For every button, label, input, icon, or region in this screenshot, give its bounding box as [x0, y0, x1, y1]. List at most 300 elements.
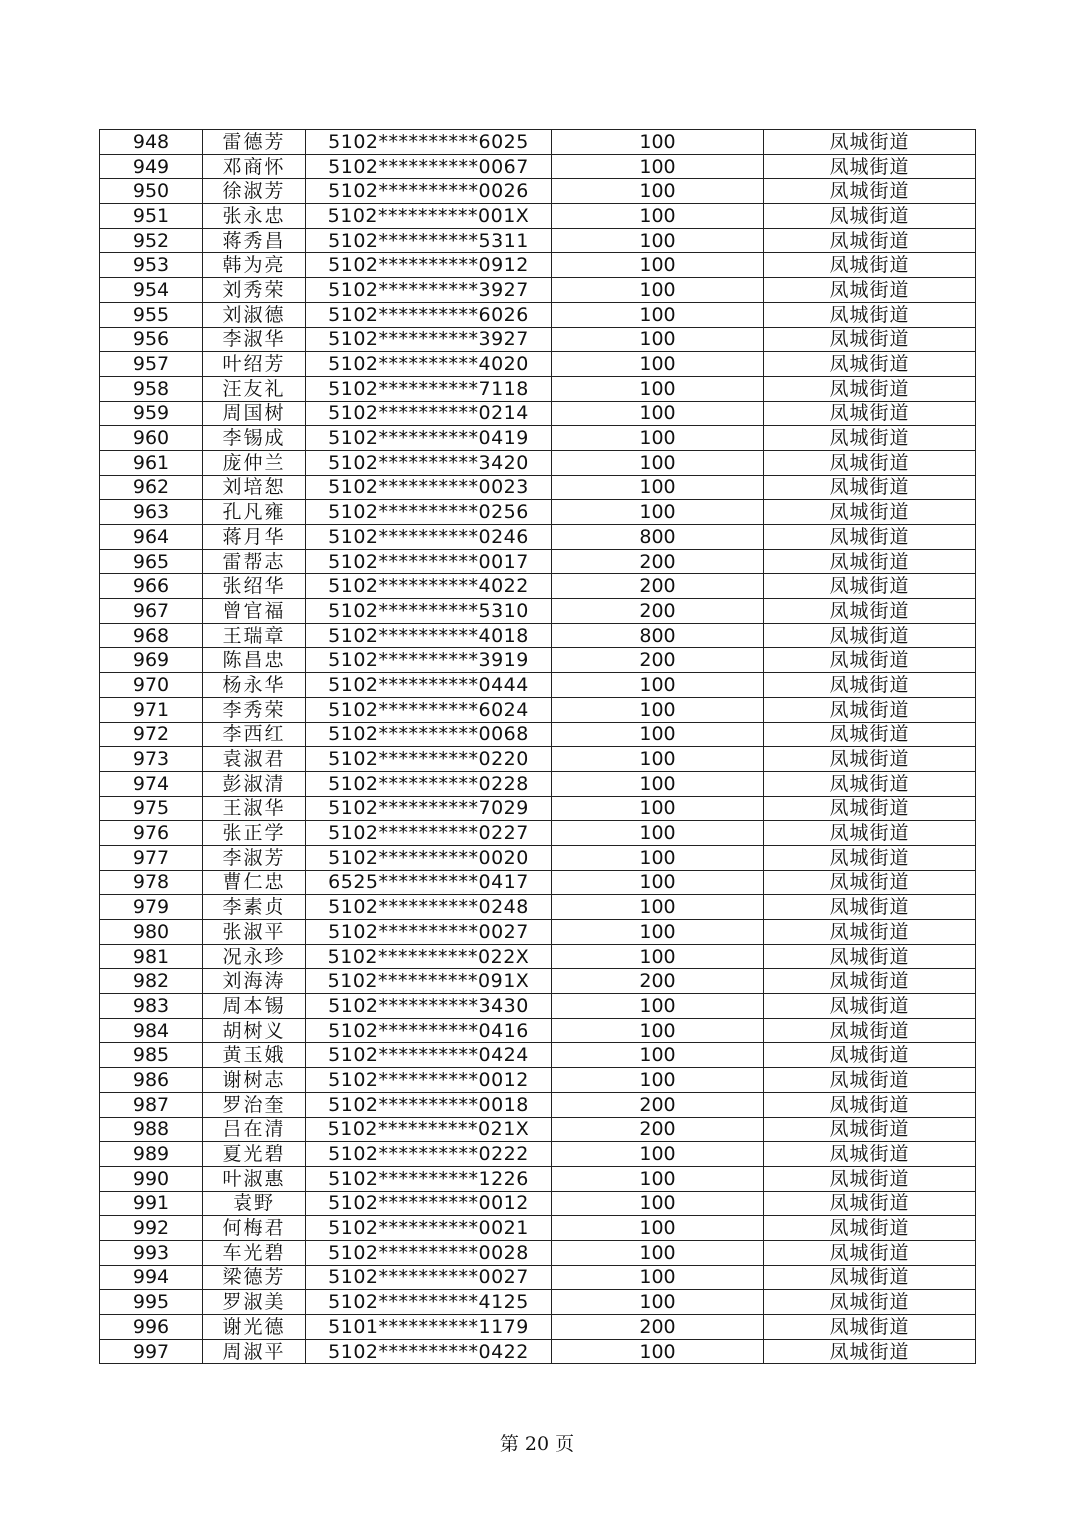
row-number-cell: 960 — [100, 426, 203, 451]
row-number-cell: 958 — [100, 376, 203, 401]
amount-cell: 100 — [552, 253, 764, 278]
amount-cell: 200 — [552, 574, 764, 599]
table-row — [100, 204, 976, 229]
id-number-cell: 5102**********3420 — [306, 450, 552, 475]
id-number-cell: 5102**********6026 — [306, 302, 552, 327]
table-row — [100, 253, 976, 278]
table-row — [100, 599, 976, 624]
name-cell: 王瑞章 — [203, 623, 306, 648]
id-number-cell: 5102**********0012 — [306, 1191, 552, 1216]
street-cell: 凤城街道 — [764, 401, 976, 426]
row-number-cell: 956 — [100, 327, 203, 352]
table-row — [100, 821, 976, 846]
id-number-cell: 5102**********1226 — [306, 1166, 552, 1191]
street-cell: 凤城街道 — [764, 1018, 976, 1043]
id-number-cell: 5102**********0422 — [306, 1339, 552, 1364]
table-row — [100, 549, 976, 574]
name-cell: 刘海涛 — [203, 969, 306, 994]
name-cell: 况永珍 — [203, 944, 306, 969]
name-cell: 谢光德 — [203, 1315, 306, 1340]
amount-cell: 100 — [552, 450, 764, 475]
row-number-cell: 954 — [100, 278, 203, 303]
street-cell: 凤城街道 — [764, 1117, 976, 1142]
street-cell: 凤城街道 — [764, 1142, 976, 1167]
row-number-cell: 975 — [100, 796, 203, 821]
id-number-cell: 5102**********3927 — [306, 278, 552, 303]
street-cell: 凤城街道 — [764, 845, 976, 870]
street-cell: 凤城街道 — [764, 673, 976, 698]
amount-cell: 100 — [552, 426, 764, 451]
table-row — [100, 500, 976, 525]
street-cell: 凤城街道 — [764, 969, 976, 994]
amount-cell: 100 — [552, 722, 764, 747]
row-number-cell: 969 — [100, 648, 203, 673]
table-row — [100, 994, 976, 1019]
id-number-cell: 5102**********0068 — [306, 722, 552, 747]
id-number-cell: 5102**********6024 — [306, 697, 552, 722]
id-number-cell: 6525**********0417 — [306, 870, 552, 895]
row-number-cell: 948 — [100, 130, 203, 155]
id-number-cell: 5102**********0424 — [306, 1043, 552, 1068]
name-cell: 蒋月华 — [203, 525, 306, 550]
amount-cell: 200 — [552, 549, 764, 574]
name-cell: 刘秀荣 — [203, 278, 306, 303]
table-row — [100, 376, 976, 401]
name-cell: 叶淑惠 — [203, 1166, 306, 1191]
id-number-cell: 5102**********3430 — [306, 994, 552, 1019]
id-number-cell: 5102**********4125 — [306, 1290, 552, 1315]
id-number-cell: 5102**********0214 — [306, 401, 552, 426]
amount-cell: 100 — [552, 1166, 764, 1191]
amount-cell: 100 — [552, 920, 764, 945]
row-number-cell: 993 — [100, 1240, 203, 1265]
name-cell: 孔凡雍 — [203, 500, 306, 525]
name-cell: 罗淑美 — [203, 1290, 306, 1315]
street-cell: 凤城街道 — [764, 574, 976, 599]
street-cell: 凤城街道 — [764, 327, 976, 352]
table-row — [100, 450, 976, 475]
amount-cell: 100 — [552, 1265, 764, 1290]
name-cell: 张淑平 — [203, 920, 306, 945]
amount-cell: 100 — [552, 130, 764, 155]
id-number-cell: 5102**********0012 — [306, 1068, 552, 1093]
row-number-cell: 966 — [100, 574, 203, 599]
id-number-cell: 5102**********3919 — [306, 648, 552, 673]
row-number-cell: 997 — [100, 1339, 203, 1364]
id-number-cell: 5102**********0020 — [306, 845, 552, 870]
id-number-cell: 5102**********3927 — [306, 327, 552, 352]
table-row — [100, 845, 976, 870]
id-number-cell: 5102**********0419 — [306, 426, 552, 451]
id-number-cell: 5102**********0027 — [306, 1265, 552, 1290]
row-number-cell: 992 — [100, 1216, 203, 1241]
street-cell: 凤城街道 — [764, 204, 976, 229]
name-cell: 谢树志 — [203, 1068, 306, 1093]
id-number-cell: 5102**********0256 — [306, 500, 552, 525]
street-cell: 凤城街道 — [764, 278, 976, 303]
street-cell: 凤城街道 — [764, 994, 976, 1019]
row-number-cell: 950 — [100, 179, 203, 204]
name-cell: 罗治奎 — [203, 1092, 306, 1117]
id-number-cell: 5102**********4020 — [306, 352, 552, 377]
row-number-cell: 959 — [100, 401, 203, 426]
table-row — [100, 1216, 976, 1241]
table-row — [100, 1240, 976, 1265]
amount-cell: 100 — [552, 1043, 764, 1068]
id-number-cell: 5102**********0248 — [306, 895, 552, 920]
id-number-cell: 5102**********0228 — [306, 771, 552, 796]
amount-cell: 100 — [552, 1018, 764, 1043]
name-cell: 杨永华 — [203, 673, 306, 698]
table-row — [100, 870, 976, 895]
name-cell: 韩为亮 — [203, 253, 306, 278]
id-number-cell: 5102**********5310 — [306, 599, 552, 624]
table-row — [100, 154, 976, 179]
street-cell: 凤城街道 — [764, 228, 976, 253]
amount-cell: 100 — [552, 895, 764, 920]
table-row — [100, 1191, 976, 1216]
street-cell: 凤城街道 — [764, 821, 976, 846]
row-number-cell: 972 — [100, 722, 203, 747]
roster-table — [99, 129, 976, 1364]
name-cell: 周淑平 — [203, 1339, 306, 1364]
table-row — [100, 352, 976, 377]
row-number-cell: 979 — [100, 895, 203, 920]
amount-cell: 100 — [552, 401, 764, 426]
name-cell: 庞仲兰 — [203, 450, 306, 475]
name-cell: 袁淑君 — [203, 747, 306, 772]
id-number-cell: 5102**********7118 — [306, 376, 552, 401]
table-row — [100, 1068, 976, 1093]
street-cell: 凤城街道 — [764, 722, 976, 747]
name-cell: 夏光碧 — [203, 1142, 306, 1167]
amount-cell: 100 — [552, 475, 764, 500]
amount-cell: 200 — [552, 1092, 764, 1117]
row-number-cell: 963 — [100, 500, 203, 525]
name-cell: 曹仁忠 — [203, 870, 306, 895]
street-cell: 凤城街道 — [764, 1290, 976, 1315]
amount-cell: 100 — [552, 845, 764, 870]
street-cell: 凤城街道 — [764, 302, 976, 327]
page-number: 第 20 页 — [499, 1433, 575, 1455]
table-row — [100, 1290, 976, 1315]
row-number-cell: 973 — [100, 747, 203, 772]
row-number-cell: 981 — [100, 944, 203, 969]
name-cell: 梁德芳 — [203, 1265, 306, 1290]
row-number-cell: 970 — [100, 673, 203, 698]
table-row — [100, 401, 976, 426]
table-row — [100, 1043, 976, 1068]
table-row — [100, 895, 976, 920]
amount-cell: 100 — [552, 376, 764, 401]
name-cell: 吕在清 — [203, 1117, 306, 1142]
amount-cell: 100 — [552, 944, 764, 969]
amount-cell: 100 — [552, 771, 764, 796]
table-row — [100, 1339, 976, 1364]
street-cell: 凤城街道 — [764, 130, 976, 155]
amount-cell: 100 — [552, 1216, 764, 1241]
street-cell: 凤城街道 — [764, 1166, 976, 1191]
id-number-cell: 5102**********001X — [306, 204, 552, 229]
row-number-cell: 991 — [100, 1191, 203, 1216]
amount-cell: 100 — [552, 204, 764, 229]
row-number-cell: 965 — [100, 549, 203, 574]
name-cell: 车光碧 — [203, 1240, 306, 1265]
table-row — [100, 969, 976, 994]
street-cell: 凤城街道 — [764, 1068, 976, 1093]
name-cell: 雷帮志 — [203, 549, 306, 574]
name-cell: 王淑华 — [203, 796, 306, 821]
row-number-cell: 964 — [100, 525, 203, 550]
id-number-cell: 5102**********091X — [306, 969, 552, 994]
street-cell: 凤城街道 — [764, 1092, 976, 1117]
street-cell: 凤城街道 — [764, 475, 976, 500]
row-number-cell: 971 — [100, 697, 203, 722]
street-cell: 凤城街道 — [764, 1315, 976, 1340]
amount-cell: 100 — [552, 1290, 764, 1315]
row-number-cell: 951 — [100, 204, 203, 229]
id-number-cell: 5102**********0067 — [306, 154, 552, 179]
street-cell: 凤城街道 — [764, 697, 976, 722]
amount-cell: 100 — [552, 1191, 764, 1216]
id-number-cell: 5102**********0912 — [306, 253, 552, 278]
table-row — [100, 722, 976, 747]
street-cell: 凤城街道 — [764, 179, 976, 204]
row-number-cell: 984 — [100, 1018, 203, 1043]
street-cell: 凤城街道 — [764, 1240, 976, 1265]
table-row — [100, 623, 976, 648]
amount-cell: 800 — [552, 623, 764, 648]
table-row — [100, 426, 976, 451]
id-number-cell: 5102**********0246 — [306, 525, 552, 550]
id-number-cell: 5102**********0444 — [306, 673, 552, 698]
table-row — [100, 697, 976, 722]
name-cell: 蒋秀昌 — [203, 228, 306, 253]
table-row — [100, 302, 976, 327]
amount-cell: 100 — [552, 302, 764, 327]
name-cell: 李西红 — [203, 722, 306, 747]
table-row — [100, 1315, 976, 1340]
table-row — [100, 278, 976, 303]
table-row — [100, 228, 976, 253]
name-cell: 袁野 — [203, 1191, 306, 1216]
id-number-cell: 5101**********1179 — [306, 1315, 552, 1340]
name-cell: 李淑芳 — [203, 845, 306, 870]
name-cell: 叶绍芳 — [203, 352, 306, 377]
street-cell: 凤城街道 — [764, 944, 976, 969]
row-number-cell: 977 — [100, 845, 203, 870]
name-cell: 陈昌忠 — [203, 648, 306, 673]
street-cell: 凤城街道 — [764, 796, 976, 821]
amount-cell: 200 — [552, 599, 764, 624]
row-number-cell: 980 — [100, 920, 203, 945]
row-number-cell: 952 — [100, 228, 203, 253]
amount-cell: 100 — [552, 697, 764, 722]
table-row — [100, 327, 976, 352]
name-cell: 徐淑芳 — [203, 179, 306, 204]
table-row — [100, 1166, 976, 1191]
table-row — [100, 944, 976, 969]
name-cell: 张绍华 — [203, 574, 306, 599]
row-number-cell: 994 — [100, 1265, 203, 1290]
table-row — [100, 130, 976, 155]
street-cell: 凤城街道 — [764, 426, 976, 451]
row-number-cell: 961 — [100, 450, 203, 475]
name-cell: 张正学 — [203, 821, 306, 846]
row-number-cell: 986 — [100, 1068, 203, 1093]
amount-cell: 200 — [552, 969, 764, 994]
row-number-cell: 990 — [100, 1166, 203, 1191]
name-cell: 雷德芳 — [203, 130, 306, 155]
row-number-cell: 978 — [100, 870, 203, 895]
table-row — [100, 920, 976, 945]
roster-table-body — [100, 130, 976, 1364]
id-number-cell: 5102**********4018 — [306, 623, 552, 648]
id-number-cell: 5102**********0416 — [306, 1018, 552, 1043]
row-number-cell: 962 — [100, 475, 203, 500]
street-cell: 凤城街道 — [764, 376, 976, 401]
id-number-cell: 5102**********0227 — [306, 821, 552, 846]
name-cell: 曾官福 — [203, 599, 306, 624]
amount-cell: 200 — [552, 648, 764, 673]
street-cell: 凤城街道 — [764, 253, 976, 278]
id-number-cell: 5102**********6025 — [306, 130, 552, 155]
table-row — [100, 673, 976, 698]
street-cell: 凤城街道 — [764, 450, 976, 475]
row-number-cell: 995 — [100, 1290, 203, 1315]
name-cell: 李素贞 — [203, 895, 306, 920]
id-number-cell: 5102**********022X — [306, 944, 552, 969]
street-cell: 凤城街道 — [764, 1339, 976, 1364]
street-cell: 凤城街道 — [764, 1191, 976, 1216]
id-number-cell: 5102**********4022 — [306, 574, 552, 599]
id-number-cell: 5102**********7029 — [306, 796, 552, 821]
table-row — [100, 1265, 976, 1290]
table-row — [100, 475, 976, 500]
amount-cell: 200 — [552, 1315, 764, 1340]
name-cell: 邓商怀 — [203, 154, 306, 179]
amount-cell: 100 — [552, 154, 764, 179]
amount-cell: 100 — [552, 870, 764, 895]
row-number-cell: 974 — [100, 771, 203, 796]
street-cell: 凤城街道 — [764, 1265, 976, 1290]
id-number-cell: 5102**********0026 — [306, 179, 552, 204]
street-cell: 凤城街道 — [764, 895, 976, 920]
amount-cell: 100 — [552, 278, 764, 303]
row-number-cell: 987 — [100, 1092, 203, 1117]
id-number-cell: 5102**********0222 — [306, 1142, 552, 1167]
street-cell: 凤城街道 — [764, 747, 976, 772]
row-number-cell: 989 — [100, 1142, 203, 1167]
street-cell: 凤城街道 — [764, 771, 976, 796]
name-cell: 胡树义 — [203, 1018, 306, 1043]
id-number-cell: 5102**********0017 — [306, 549, 552, 574]
name-cell: 李锡成 — [203, 426, 306, 451]
row-number-cell: 976 — [100, 821, 203, 846]
name-cell: 彭淑清 — [203, 771, 306, 796]
row-number-cell: 968 — [100, 623, 203, 648]
amount-cell: 100 — [552, 1339, 764, 1364]
name-cell: 周国树 — [203, 401, 306, 426]
street-cell: 凤城街道 — [764, 549, 976, 574]
street-cell: 凤城街道 — [764, 599, 976, 624]
row-number-cell: 957 — [100, 352, 203, 377]
amount-cell: 800 — [552, 525, 764, 550]
table-row — [100, 1018, 976, 1043]
id-number-cell: 5102**********0018 — [306, 1092, 552, 1117]
amount-cell: 100 — [552, 747, 764, 772]
amount-cell: 100 — [552, 1142, 764, 1167]
street-cell: 凤城街道 — [764, 500, 976, 525]
row-number-cell: 953 — [100, 253, 203, 278]
amount-cell: 100 — [552, 994, 764, 1019]
street-cell: 凤城街道 — [764, 1043, 976, 1068]
amount-cell: 100 — [552, 796, 764, 821]
row-number-cell: 967 — [100, 599, 203, 624]
id-number-cell: 5102**********0220 — [306, 747, 552, 772]
amount-cell: 100 — [552, 1240, 764, 1265]
amount-cell: 200 — [552, 1117, 764, 1142]
street-cell: 凤城街道 — [764, 623, 976, 648]
table-row — [100, 574, 976, 599]
table-row — [100, 1092, 976, 1117]
id-number-cell: 5102**********021X — [306, 1117, 552, 1142]
id-number-cell: 5102**********5311 — [306, 228, 552, 253]
row-number-cell: 983 — [100, 994, 203, 1019]
row-number-cell: 985 — [100, 1043, 203, 1068]
amount-cell: 100 — [552, 327, 764, 352]
id-number-cell: 5102**********0028 — [306, 1240, 552, 1265]
amount-cell: 100 — [552, 821, 764, 846]
row-number-cell: 955 — [100, 302, 203, 327]
name-cell: 周本锡 — [203, 994, 306, 1019]
street-cell: 凤城街道 — [764, 648, 976, 673]
id-number-cell: 5102**********0021 — [306, 1216, 552, 1241]
amount-cell: 100 — [552, 673, 764, 698]
row-number-cell: 949 — [100, 154, 203, 179]
amount-cell: 100 — [552, 228, 764, 253]
name-cell: 何梅君 — [203, 1216, 306, 1241]
name-cell: 黄玉娥 — [203, 1043, 306, 1068]
amount-cell: 100 — [552, 1068, 764, 1093]
name-cell: 刘淑德 — [203, 302, 306, 327]
street-cell: 凤城街道 — [764, 525, 976, 550]
name-cell: 李秀荣 — [203, 697, 306, 722]
table-row — [100, 771, 976, 796]
id-number-cell: 5102**********0027 — [306, 920, 552, 945]
amount-cell: 100 — [552, 179, 764, 204]
table-row — [100, 179, 976, 204]
name-cell: 汪友礼 — [203, 376, 306, 401]
street-cell: 凤城街道 — [764, 920, 976, 945]
row-number-cell: 996 — [100, 1315, 203, 1340]
amount-cell: 100 — [552, 500, 764, 525]
table-row — [100, 648, 976, 673]
table-row — [100, 1117, 976, 1142]
table-row — [100, 796, 976, 821]
name-cell: 张永忠 — [203, 204, 306, 229]
name-cell: 李淑华 — [203, 327, 306, 352]
street-cell: 凤城街道 — [764, 154, 976, 179]
amount-cell: 100 — [552, 352, 764, 377]
street-cell: 凤城街道 — [764, 1216, 976, 1241]
id-number-cell: 5102**********0023 — [306, 475, 552, 500]
table-row — [100, 525, 976, 550]
street-cell: 凤城街道 — [764, 352, 976, 377]
row-number-cell: 988 — [100, 1117, 203, 1142]
row-number-cell: 982 — [100, 969, 203, 994]
table-row — [100, 1142, 976, 1167]
